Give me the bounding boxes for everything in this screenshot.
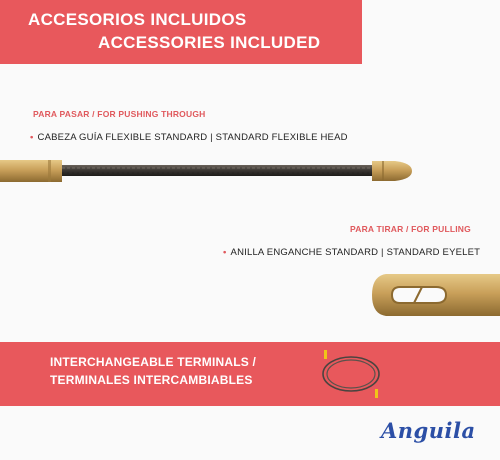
push-section-item bbox=[30, 132, 348, 143]
pull-item-text: ANILLA ENGANCHE STANDARD | STANDARD EYELET bbox=[230, 247, 481, 258]
left-brass-tube bbox=[0, 160, 62, 182]
push-item-text: CABEZA GUÍA FLEXIBLE STANDARD | STANDARD FLEXIBLE HEAD bbox=[37, 132, 348, 143]
flexible-cable bbox=[62, 165, 374, 176]
header-title-en: ACCESSORIES INCLUDED bbox=[98, 33, 321, 52]
terminals-banner bbox=[0, 342, 500, 406]
header-banner bbox=[0, 0, 362, 64]
flexible-head-illustration bbox=[0, 150, 500, 200]
bullet-icon: • bbox=[223, 247, 227, 258]
anguila-logo: Anguila bbox=[381, 418, 476, 443]
brass-guide-head bbox=[372, 161, 412, 181]
terminals-title-en: INTERCHANGEABLE TERMINALS / bbox=[50, 355, 257, 369]
pull-section-label: PARA TIRAR / FOR PULLING bbox=[350, 224, 471, 234]
terminals-title-es: TERMINALES INTERCAMBIABLES bbox=[50, 373, 253, 387]
pull-section-item bbox=[223, 247, 480, 258]
eyelet-illustration bbox=[370, 270, 500, 320]
push-section-label: PARA PASAR / FOR PUSHING THROUGH bbox=[33, 109, 206, 119]
header-title-es: ACCESORIOS INCLUIDOS bbox=[28, 10, 247, 29]
coiled-cable-icon bbox=[318, 348, 384, 400]
bullet-icon: • bbox=[30, 132, 34, 143]
